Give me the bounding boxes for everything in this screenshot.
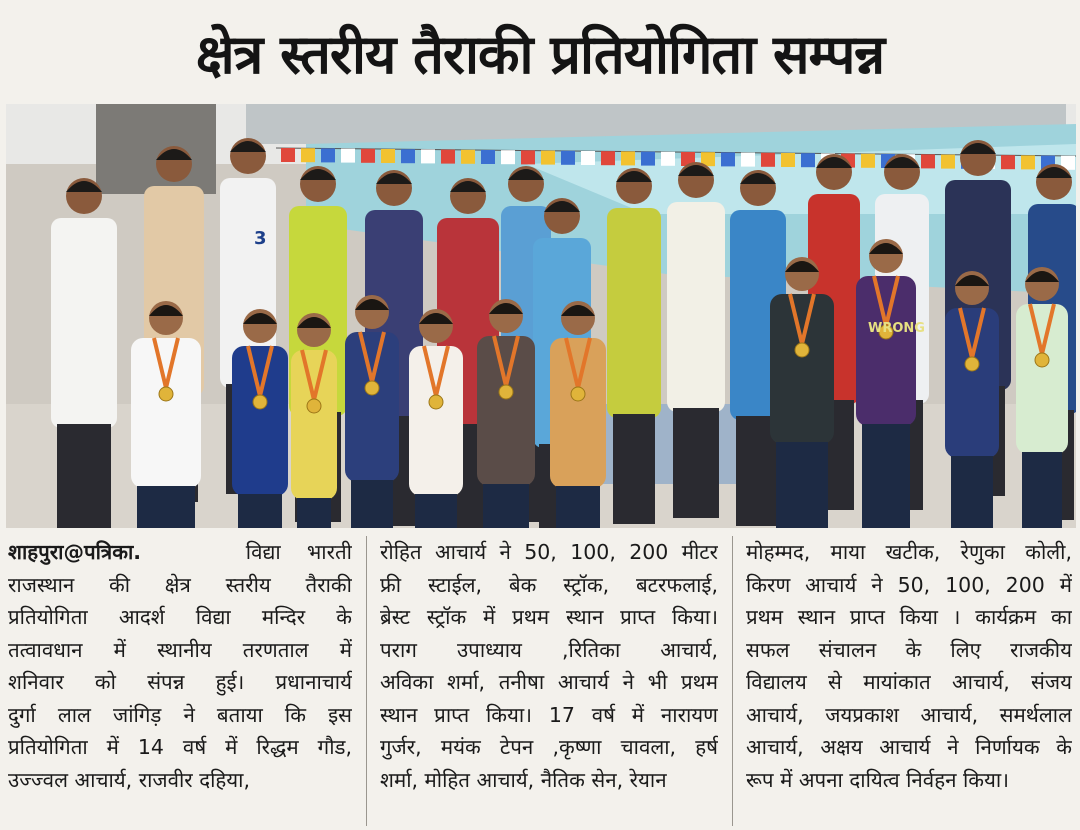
column-divider [732,536,733,826]
bunting-flag [481,150,495,164]
bunting-flag [461,150,475,164]
article-line: सफल संचालन के लिए राजकीय [746,637,1072,662]
bunting-flag [861,154,875,168]
child-body [770,294,834,444]
article-line: गुर्जर, मयंक टेपन ,कृष्णा चावला, हर्ष [380,735,718,759]
bunting-flag [361,149,375,163]
bunting-flag [381,149,395,163]
child-body [345,332,399,482]
article-line: प्रथम स्थान प्राप्त किया । कार्यक्रम का [746,605,1072,629]
child-body [291,350,337,500]
article-line: शर्मा, मोहित आचार्य, नैतिक सेन, रेयान [380,767,667,792]
child-legs [483,484,529,528]
group-photo [6,104,1076,528]
bunting-flag [721,152,735,166]
medal-icon [253,395,267,409]
bunting-flag [421,149,435,163]
bunting-flag [341,149,355,163]
article-line: ब्रेस्ट स्ट्रॉक में प्रथम स्थान प्राप्त किया। [380,605,718,629]
bunting-flag [501,150,515,164]
bunting-flag [561,151,575,165]
article-line: प्रतियोगिता में 14 वर्ष में रिद्धम गौड, [8,735,352,759]
article-line: रोहित आचार्य ने 50, 100, 200 मीटर [380,540,718,564]
medal-icon [1035,353,1049,367]
bunting-flag [401,149,415,163]
article-text: विद्या भारती [245,540,352,564]
medal-icon [795,343,809,357]
shirt-text: 3 [254,228,267,249]
article-line: आचार्य, अक्षय आचार्य ने निर्णायक के [746,735,1072,759]
child-legs [415,494,457,528]
child-body [550,338,606,488]
person-legs [673,408,719,518]
column-divider [366,536,367,826]
article-line: तत्वावधान में स्थानीय तरणताल में [8,637,352,662]
child-body [477,336,535,486]
bunting-flag [441,150,455,164]
person-body [607,208,661,418]
person-legs [613,414,655,524]
bunting-flag [541,151,555,165]
medal-icon [307,399,321,413]
child-body [131,338,201,488]
person-legs [57,424,111,528]
headline: क्षेत्र स्तरीय तैराकी प्रतियोगिता सम्पन्न [195,23,885,86]
bunting-flag [781,153,795,167]
dateline: शाहपुरा@पत्रिका. [8,540,142,564]
article-line: फ्री स्टाईल, बेक स्ट्रॉक, बटरफलाई, [380,572,718,597]
article-line: उज्ज्वल आचार्य, राजवीर दहिया, [8,767,251,792]
child-legs [297,498,331,528]
article-line: दुर्गा लाल जांगिड़ ने बताया कि इस [8,702,352,727]
child-legs [862,424,910,528]
child-body [409,346,463,496]
article-line: मोहम्मद, माया खटीक, रेणुका कोली, [746,540,1072,564]
article-line: अविका शर्मा, तनीषा आचार्य ने भी प्रथम [380,670,718,694]
bunting-flag [661,152,675,166]
bunting-flag [581,151,595,165]
child-legs [556,486,600,528]
medal-icon [965,357,979,371]
person-body [667,202,725,412]
child-legs [776,442,828,528]
medal-icon [499,385,513,399]
bunting-flag [321,148,335,162]
medal-icon [159,387,173,401]
child-legs [351,480,393,528]
shirt-text: WRONG [868,321,925,336]
bunting-flag [301,148,315,162]
child-body [945,308,999,458]
bunting-flag [761,153,775,167]
bunting-flag [921,154,935,168]
bunting-flag [941,155,955,169]
child-legs [1022,452,1062,528]
article-line: शनिवार को संपन्न हुई। प्रधानाचार्य [8,670,352,694]
person-body [51,218,117,428]
article-line: आचार्य, जयप्रकाश आचार्य, समर्थलाल [746,702,1072,727]
medal-icon [571,387,585,401]
bunting-flag [741,153,755,167]
article-column-3 [746,536,1072,826]
bunting-flag [641,152,655,166]
bunting-flag [601,151,615,165]
bunting-flag [621,151,635,165]
bunting-flag [1021,155,1035,169]
medal-icon [429,395,443,409]
bunting-flag [1001,155,1015,169]
article-line: राजस्थान की क्षेत्र स्तरीय तैराकी [8,572,352,597]
child-legs [137,486,195,528]
medal-icon [365,381,379,395]
article-line: प्रतियोगिता आदर्श विद्या मन्दिर के [8,605,352,629]
article-column-2 [380,536,718,826]
article-line: पराग उपाध्याय ,रितिका आचार्य, [380,637,718,662]
article-line: विद्यालय से मायांकात आचार्य, संजय [746,670,1072,694]
bunting-flag [521,150,535,164]
group-photo-swimmers-with-medals-icon [6,104,1076,528]
bunting-flag [281,148,295,162]
child-legs [238,494,282,528]
article-line: स्थान प्राप्त किया। 17 वर्ष में नारायण [380,702,718,727]
article-line: रूप में अपना दायित्व निर्वहन किया। [746,767,1010,792]
child-body [1016,304,1068,454]
article-line [8,536,352,569]
child-body [232,346,288,496]
article-line: किरण आचार्य ने 50, 100, 200 में [746,572,1072,597]
bunting-flag [801,153,815,167]
article-column-1 [8,536,352,826]
child-legs [951,456,993,528]
child-body [856,276,916,426]
